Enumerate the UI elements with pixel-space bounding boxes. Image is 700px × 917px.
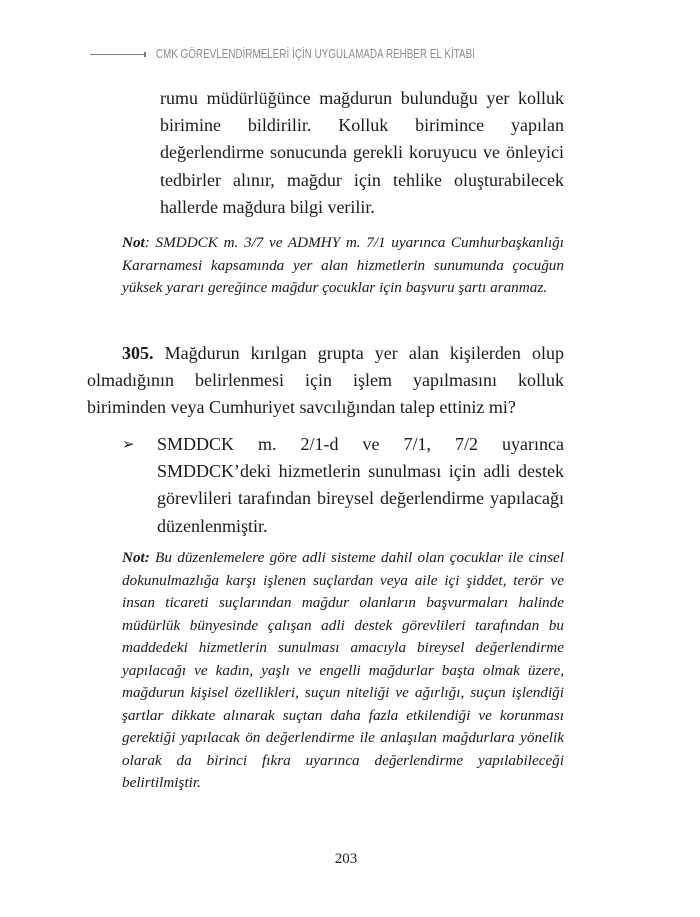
note-1-text: SMDDCK m. 3/7 ve ADMHY m. 7/1 uyarınca Cumhurbaşkanlığı Kararnamesi kapsamında yer alan hizmetlerin sunumunda çocuğun yüksek yararı gereğince mağdur çocuklar için başvuru şartı aranmaz. [122,234,564,296]
page-number-container [0,851,700,868]
answer-text: SMDDCK m. 2/1-d ve 7/1, 7/2 uyarınca SMDDCK’deki hizmetlerin sunulması için adli destek görevlileri tarafından bireysel değerlendirme yapılacağı düzenlenmiştir. [157,434,564,536]
note-2 [122,547,564,795]
question-number: 305. [122,343,154,363]
note-1-separator: : [144,234,150,251]
header-rule [90,54,144,55]
question-text: Mağdurun kırılgan grupta yer alan kişilerden olup olmadığının belirlenmesi için işlem yapılmasını kolluk biriminden veya Cumhuriyet savcılığından talep ettiniz mi? [87,343,564,418]
note-2-label: Not: [122,549,150,566]
question-305 [87,340,564,422]
continuation-paragraph: rumu müdürlüğünce mağdurun bulunduğu yer kolluk birimine bildirilir. Kolluk birimince yapılan değerlendirme sonucunda gerekli koruyucu ve önleyici tedbirler alınır, mağdur için tehlike oluşturabilecek hallerde mağdura bilgi verilir. [160,88,564,217]
note-1-label: Not [122,234,145,251]
running-header [90,44,565,64]
answer-bullet [122,431,564,540]
note-1 [122,232,564,300]
note-2-text: Bu düzenlemelere göre adli sisteme dahil olan çocuklar ile cinsel dokunulmazlığa karşı işlenen suçlardan veya aile içi şiddet, terör ve insan ticareti suçlarından mağdur olanların başvurmaları halinde müdürlük bünyesinde çalışan adli destek görevlileri tarafından bu maddedeki hizmetlerin sunulması amacıyla bireysel değerlendirme yapılacağı ve kadın, yaşlı ve engelli mağdurlar başta olmak üzere, mağdurun kişisel özellikleri, suçun niteliği ve ağırlığı, suçun işlendiği şartlar dikkate alınarak suçtan daha fazla etkilendiği ve korunması gerektiği yapılacak ön değerlendirme ile anlaşılan mağdurlara yönelik olarak da birinci fıkra uyarınca değerlendirme yapılabileceği belirtilmiştir. [122,549,564,791]
header-square-marker-icon [144,52,146,57]
book-title: CMK GÖREVLENDİRMELERİ İÇİN UYGULAMADA REHBER EL KİTABI [156,47,476,61]
page-number: 203 [334,851,358,867]
arrow-bullet-icon: ➢ [122,437,135,453]
